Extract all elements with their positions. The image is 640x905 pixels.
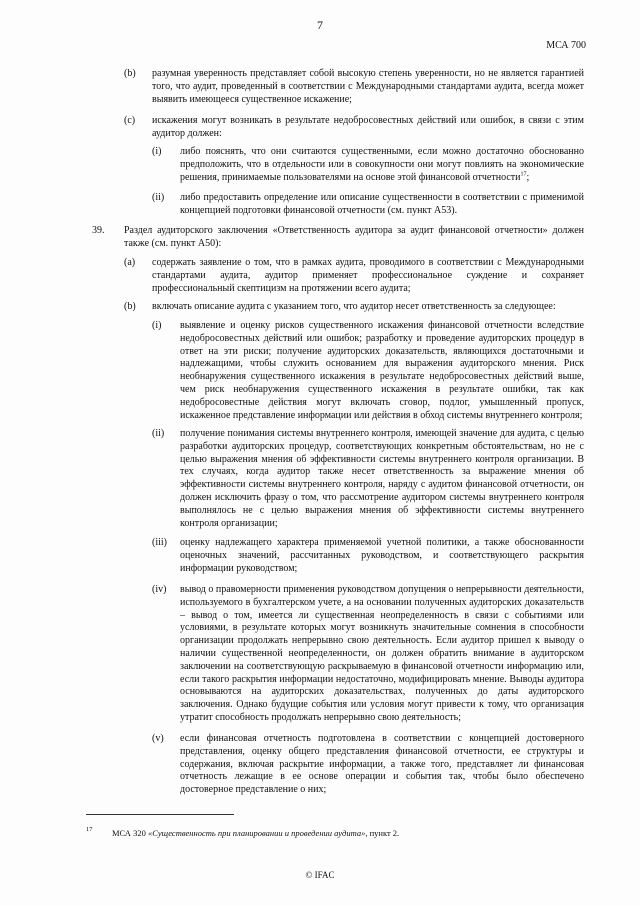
para-39-b-label: (b) (124, 301, 136, 312)
footnote-text: МСА 320 «Существенность при планировании и проведении аудита», пункт 2. (112, 828, 400, 838)
para-39-number: 39. (92, 225, 105, 236)
item-c-label: (c) (124, 115, 136, 126)
para-39-b-iii-label: (iii) (152, 537, 167, 548)
para-39-b-iii-text: оценку надлежащего характера применяемой учетной политики, а также обоснованности оценочных значений, рассчитанных руководством, и соответствующего раскрытия информации руководством; (180, 537, 584, 574)
para-39-b-ii-label: (ii) (152, 428, 165, 439)
para-39-b-iv-label: (iv) (152, 584, 167, 595)
para-39-a-text: содержать заявление о том, что в рамках аудита, проводимого в соответствии с Международными стандартами аудита, аудитор применяет профессиональное суждение и сохраняет профессиональный скептицизм на протяжении всего аудита; (152, 257, 584, 294)
item-c-i-text: либо пояснять, что они считаются существенными, если можно достаточно обоснованно предположить, что в отдельности или в совокупности они могут повлиять на экономические решения, принимаемые пользователями на основе этой финансовой отчетности$^{17}$; (180, 146, 584, 183)
para-39-text: Раздел аудиторского заключения «Ответственность аудитора за аудит финансовой отчетности» должен также (см. пункт А50): (124, 225, 584, 249)
item-c-text: искажения могут возникать в результате недобросовестных действий или ошибок, в связи с этим аудитор должен: (152, 115, 584, 139)
footnote-ref: 17 (520, 171, 527, 178)
para-39-a-label: (a) (124, 257, 136, 268)
para-39-b-iv-text: вывод о правомерности применения руководством допущения о непрерывности деятельности, используемого в бухгалтерском учете, а на основании полученных аудиторских доказательств – вывод о том, имеется ли существенная неопределенность в связи с событиями или условиями, в результате которых могут возникнуть значительные сомнения в способности организации продолжать непрерывно свою деятельность. Если аудитор пришел к выводу о наличии существенной неопределенности, он должен обратить внимание в аудиторском заключении на соответствующую раскрываемую в финансовой отчетности информацию или, если такого раскрытия информации недостаточно, модифицировать мнение. Выводы аудитора основываются на аудиторских доказательствах, полученных до даты аудиторского заключения. Однако будущие события или условия могут привести к тому, что организация утратит способность продолжать непрерывно свою деятельность; (180, 584, 584, 723)
page-number: 7 (317, 18, 323, 32)
item-c-ii-label: (ii) (152, 192, 165, 203)
item-b-text: разумная уверенность представляет собой высокую степень уверенности, но не является гарантией того, что аудит, проведенный в соответствии с Международными стандартами аудита, всегда может выявить имеющееся существенное искажение; (152, 68, 584, 105)
para-39-b-i-text: выявление и оценку рисков существенного искажения финансовой отчетности вследствие недобросовестных действий или ошибок; разработку и проведение аудиторских процедур в ответ на эти риски; получение аудиторских доказательств, являющихся достаточными и надлежащими, чтобы служить основанием для выражения аудиторского мнения. Риск необнаружения существенного искажения в результате недобросовестных действий выше, чем риск необнаружения существенного искажения в результате ошибки, так как недобросовестные действия могут включать сговор, подлог, умышленный пропуск, искаженное представление информации или действия в обход системы внутреннего контроля; (180, 320, 584, 421)
para-39-b-i-label: (i) (152, 320, 162, 331)
para-39-b-v-label: (v) (152, 733, 164, 744)
para-39-b-v-text: если финансовая отчетность подготовлена в соответствии с концепцией достоверного представления, оценку общего представления финансовой отчетности, ее структуры и содержания, включая раскрытие информации, а также того, представляет ли финансовая отчетность лежащие в ее основе операции и события так, чтобы было обеспечено достоверное представление о них; (180, 733, 584, 796)
para-39-b-ii-text: получение понимания системы внутреннего контроля, имеющей значение для аудита, с целью разработки аудиторских процедур, соответствующих конкретным обстоятельствам, но не с целью выражения мнения об эффективности системы внутреннего контроля организации. В тех случаях, когда аудитор также несет ответственность за выражение мнения об эффективности системы внутреннего контроля, наряду с аудитом финансовой отчетности, он должен исключить фразу о том, что рассмотрение аудитором системы внутреннего контроля выполнялось не с целью выражения мнения об эффективности системы внутреннего контроля организации; (180, 428, 584, 529)
para-39-b-text: включать описание аудита с указанием того, что аудитор несет ответственность за следующее: (152, 301, 556, 312)
item-c-ii-text: либо предоставить определение или описание существенности в соответствии с применимой концепцией подготовки финансовой отчетности (см. пункт А53). (180, 192, 584, 216)
item-c-i-label: (i) (152, 146, 162, 157)
copyright-footer: © IFAC (305, 870, 335, 880)
footnote-number: 17 (86, 826, 93, 833)
standard-code: МСА 700 (546, 40, 586, 51)
item-b-label: (b) (124, 68, 136, 79)
footnote-divider (86, 814, 234, 815)
